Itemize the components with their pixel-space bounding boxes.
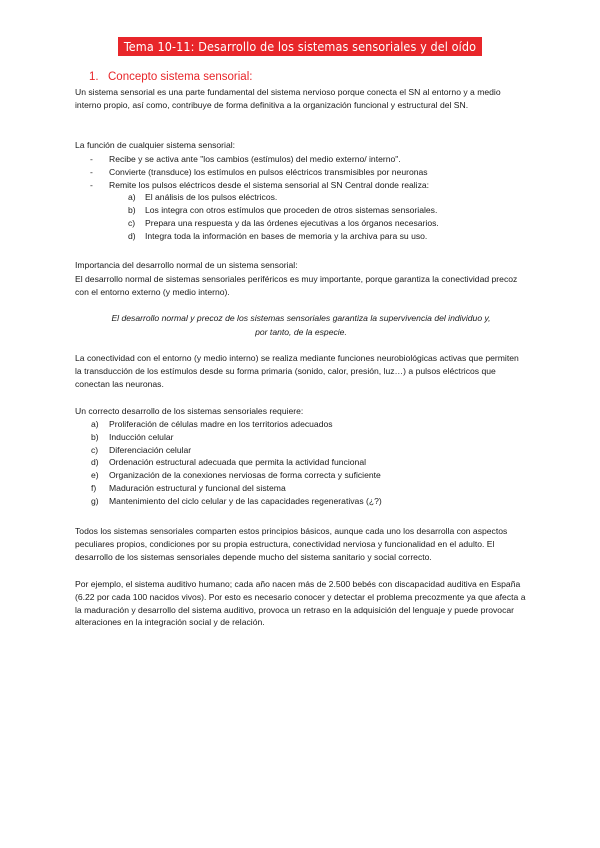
list-item-text: Organización de la conexiones nerviosas de forma correcta y suficiente xyxy=(109,470,381,481)
bullet-marker: - xyxy=(90,166,93,177)
closing-paragraph: Todos los sistemas sensoriales comparten estos principios básicos, aunque cada uno los desarrolla con aspectos peculiares propios, condiciones por su propia estructura, conectividad nerviosa y funcionalidad en el adulto. El desarrollo de los sistemas sensoriales depende mucho del sistema sanitario y social correcto. xyxy=(75,526,508,562)
list-item xyxy=(75,469,527,482)
list-item xyxy=(75,153,527,166)
section-heading xyxy=(89,71,252,83)
sub-list-marker: d) xyxy=(128,230,136,241)
list-marker: e) xyxy=(91,470,99,481)
connectivity-paragraph: La conectividad con el entorno (y medio interno) se realiza mediante funciones neurobiológicas activas que permiten la transducción de los estímulos desde su forma primaria (sonido, calor, presión, luz…) a pulsos eléctricos que conectan las neuronas. xyxy=(75,353,519,389)
list-marker: g) xyxy=(91,495,99,506)
list-item xyxy=(75,166,527,179)
list-item xyxy=(75,482,527,495)
section-heading-text: Concepto sistema sensorial: xyxy=(108,71,253,83)
list-marker: b) xyxy=(91,431,99,442)
sub-list-item xyxy=(75,230,527,243)
bullet-marker: - xyxy=(90,179,93,190)
list-marker: d) xyxy=(91,457,99,468)
list-item xyxy=(75,495,527,508)
list-item xyxy=(75,456,527,469)
list-item-text: Mantenimiento del ciclo celular y de las capacidades regenerativas (¿?) xyxy=(109,495,382,506)
sub-list-marker: c) xyxy=(128,217,136,228)
sub-list-item xyxy=(75,217,527,230)
quote-line: por tanto, de la especie. xyxy=(255,326,347,337)
list-item xyxy=(75,179,527,192)
list-marker: a) xyxy=(91,419,99,429)
example-paragraph: Por ejemplo, el sistema auditivo humano; cada año nacen más de 2.500 bebés con discapacidad auditiva en España (6.22 por cada 100 nacidos vivos). Por esto es necesario conocer y detectar el problema precozmente ya que afecta a la maduración y desarrollo del sistema auditivo, provoca un retraso en la adquisición del lenguaje y puede provocar alteraciones en la integración social y de relación. xyxy=(75,579,526,628)
list-marker: c) xyxy=(91,444,99,455)
list-item-text: Proliferación de células madre en los territorios adecuados xyxy=(109,419,333,429)
list-item-text: Diferenciación celular xyxy=(109,444,192,455)
importance-heading: Importancia del desarrollo normal de un sistema sensorial: xyxy=(75,260,298,270)
title-bar xyxy=(0,37,600,56)
list-item-text: Maduración estructural y funcional del sistema xyxy=(109,482,286,493)
sub-list-text: Integra toda la información en bases de memoria y la archiva para su uso. xyxy=(145,230,428,241)
importance-paragraph: El desarrollo normal de sistemas sensoriales periféricos es muy importante, porque garantiza la conectividad precoz con el entorno externo (y medio interno). xyxy=(75,274,518,297)
quote-line: El desarrollo normal y precoz de los sistemas sensoriales garantiza la supervivencia del individuo y, xyxy=(111,313,491,323)
bullet-marker: - xyxy=(90,154,93,164)
list-item xyxy=(75,418,527,431)
page-title: Tema 10-11: Desarrollo de los sistemas sensoriales y del oído xyxy=(118,37,482,56)
list-item-text: Convierte (transduce) los estímulos en pulsos eléctricos transmisibles por neuronas xyxy=(109,166,428,177)
sub-list-item xyxy=(75,191,527,204)
sub-list-text: Los integra con otros estímulos que proceden de otros sistemas sensoriales. xyxy=(145,205,438,216)
function-list xyxy=(75,153,527,243)
list-item xyxy=(75,444,527,457)
function-heading: La función de cualquier sistema sensorial: xyxy=(75,140,236,150)
quote-block xyxy=(75,312,527,339)
list-item-text: Recibe y se activa ante "los cambios (estímulos) del medio externo/ interno". xyxy=(109,154,401,164)
list-marker: f) xyxy=(91,482,97,493)
section-number: 1. xyxy=(89,71,99,83)
list-item-text: Remite los pulsos eléctricos desde el sistema sensorial al SN Central donde realiza: xyxy=(109,179,430,190)
sub-list-item xyxy=(75,204,527,217)
requirements-list xyxy=(75,418,527,508)
sub-list-marker: b) xyxy=(128,205,136,216)
requirements-heading: Un correcto desarrollo de los sistemas sensoriales requiere: xyxy=(75,406,304,416)
intro-paragraph: Un sistema sensorial es una parte fundamental del sistema nervioso porque conecta el SN al entorno y a medio interno propio, así como, contribuye de forma definitiva a la organización funcional y estructural del SN. xyxy=(75,87,501,110)
sub-list-text: Prepara una respuesta y da las órdenes ejecutivas a los órganos necesarios. xyxy=(145,217,439,228)
sub-list-marker: a) xyxy=(128,192,136,203)
list-item-text: Ordenación estructural adecuada que permita la actividad funcional xyxy=(109,457,367,468)
list-item-text: Inducción celular xyxy=(109,431,174,442)
sub-list-text: El análisis de los pulsos eléctricos. xyxy=(145,192,278,203)
list-item xyxy=(75,431,527,444)
